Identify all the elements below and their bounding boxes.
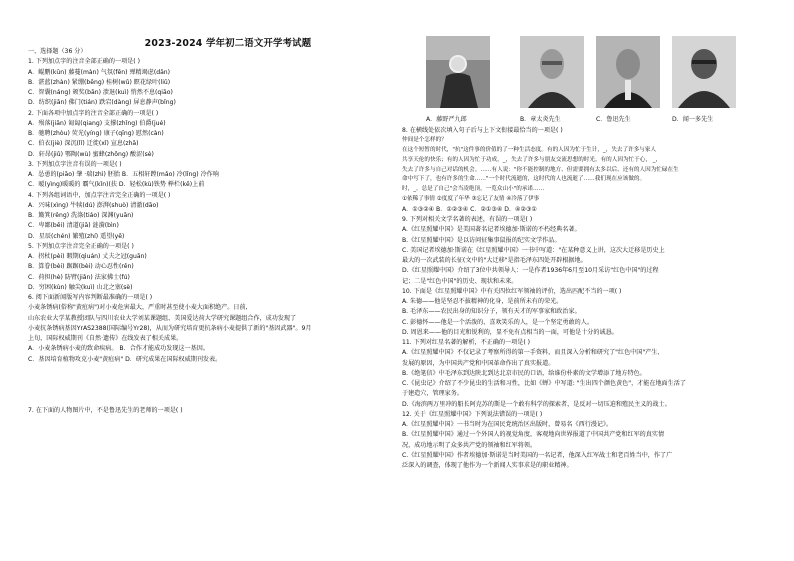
left-text-line: B．算眷(bèi) 踞踞(bèi) 动心忍性(rěn) (28, 263, 134, 271)
left-text-line: 小麦抗条锈病基因YrAS2388(国际编号Yr28)，从而为研究培育更抗条病小麦提供了新的"基因武器"。9月 (28, 324, 312, 332)
right-text-line: 9. 下列对相关文学名著的表述，有误的一项是( ) (402, 216, 533, 224)
left-text-line (28, 396, 400, 406)
left-text-line: 2. 下面各项中加点字的注音全部正确的一项是( ) (28, 109, 159, 117)
right-text-line: 时，_。总是了自己"会当凌绝顶，一览众山小"的承诺…… (402, 186, 545, 193)
right-text-line: D.《红星照耀中国》介绍了3位中共领导人：一是作者1936年6月至10月采访"红色中国"的过程 (402, 267, 659, 275)
right-text-line: 11. 下列对红星名著的解析，不正确的一项是( ) (402, 339, 531, 347)
left-text-line: 5. 下列加点字注音完全正确的一项是( ) (28, 242, 134, 250)
portrait-captions (426, 114, 776, 124)
right-text-line: C. 美国记者埃德加·斯诺在《红星照耀中国》一书中写道："在某种意义上讲，这次大迁移是历史上 (402, 246, 665, 254)
portrait-photo-b (520, 36, 584, 108)
left-text-line: B．簸箕(rěng) 洗涤(tiáo) 深渊(yuān) (28, 212, 134, 219)
left-text-line: 一、选择题（36 分） (28, 48, 87, 55)
left-text-line: C．荷担(hè) 防臂(jiǎn) 法家拂士(fú) (28, 273, 130, 281)
right-text-line: 共享天伦的快乐；有的人因为忙于功成，_，失去了许多与朋友交流思想的时光。有的人因为忙于心， _， (402, 156, 662, 163)
right-text-line: B.《绝笔信》中毛泽东到达陕北到达北京市民的口语，给谁份朴素的文学增添了地方特色。 (402, 369, 646, 377)
right-text-line: A．①③②④ B．①②③④ C．②①③④ D．④②③① (402, 205, 537, 213)
left-text-line: D．星辰(chén) 繁殖(zhí) 遥望(yē) (28, 232, 125, 240)
left-text-line (28, 375, 400, 385)
portrait-photos (426, 36, 776, 123)
right-text-line: C. 彭德怀——他是一个活泼的、喜欢笑乐的人，是一个坚定勇敢的人。 (402, 318, 593, 326)
left-text-line: B．驰聘(zhòu) 荧光(yíng) 康子(qīng) 慰然(càn) (28, 130, 164, 137)
left-text-line: A．拐杖(pèi) 暇期(qìuán) 丈夫之冠(guān) (28, 253, 147, 260)
right-text-line: 泛深入的调查，体现了他作为一个新闻人实事求是的职业精神。 (402, 462, 573, 470)
left-text-line: 上旬，国际权威期刊《自然·遗传》在线发表了相关成果。 (28, 335, 183, 342)
left-question-lines (28, 47, 400, 416)
right-text-line: 记；二是"红色中国"的历史、现状和未来。 (402, 277, 518, 285)
caption-a: A．藤野严九郎 (426, 116, 467, 123)
left-text-line: A．兴味(xìng) 牛犊(dú) 澎湃(shuò) 清澈(dāo) (28, 201, 159, 209)
right-text-line: 8. 在横线处依次填入句子后与上下文衔接最恰当的一项是( ) (402, 127, 563, 134)
portrait-photo-d (672, 36, 736, 108)
left-text-line (28, 385, 400, 395)
left-text-line: B．湛蓝(zhàn) 紧绷(bēng) 桂树(wǔ) 瞑花绿叶(liǔ) (28, 78, 171, 86)
left-text-line: 6. 阅下面新闻版写内容判断最准确的一项是( ) (28, 294, 153, 301)
right-text-line: C.《昆虫记》介绍了不少昆虫的生活和习性，比如《蝉》中写道: "生出四个颜色黄色"，才能在地面生活了 (402, 380, 686, 388)
right-text-line: A. 朱德——他是坚忍不拔精神的化身，是前所未有的荣光。 (402, 298, 563, 306)
right-text-line: C.《红星照耀中国》作者埃德加·斯诺是当时美国的一名记者，他深入红军战士和老百姓当中，作了广 (402, 451, 673, 459)
right-text-line: 在这个短暂的时代，"抗"这件事的价值的了一种生活态度。有的人因为忙于生计，_，失去了许多与家人 (402, 147, 657, 154)
right-question-lines (402, 126, 774, 471)
right-text-line: A.《红星照耀中国》不仅记录了考察所得的第一手资料，而且深入分析和研究了"红色中国"产生、 (402, 349, 664, 357)
right-text-line: A.《红星照耀中国》是美国著名记者埃德加·斯诺的不朽经典名著。 (402, 226, 581, 234)
caption-c: C．鲁迅先生 (596, 116, 631, 123)
right-text-line: 于建造穴，管理家务。 (402, 390, 463, 398)
right-text-line: 仲间是个怎样的？ (402, 137, 447, 144)
left-text-line: C．卑鄙(bēi) 清道(jiā) 涟漪(bìn) (28, 222, 119, 230)
left-text-line: D．穷困(kùn) 触尖(kuì) 山北之塞(sè) (28, 283, 133, 291)
caption-d: D．闻一多先生 (672, 116, 714, 123)
right-text-line: 况，成功地示明了众多共产党的领袖和红军将领。 (402, 441, 537, 449)
left-text-line: 1. 下列加点字的注音全部正确的一项是( ) (28, 58, 140, 66)
right-text-line: 失去了许多与自己对话的机会。……有人说："你不能控制的地方、但需要拥有太多以后、还有的人因为忙碌在生 (402, 166, 679, 173)
left-text-line: C．暧(yìng)暖暖的 霸气(kǐn)(扶 D．轻松(kù)铁势 榉栏(kē)上前 (28, 181, 205, 189)
left-text-line: A．殒落(jiān) 匍匐(qiang) 支撑(zhǐng) 伯爵(jué) (28, 119, 166, 127)
left-text-line: A．鲲鹏(kūn) 藤蔓(màn) 气氛(fēn) 殚精竭虑(dān) (28, 68, 171, 76)
left-text-line (28, 365, 400, 375)
right-text-line: 最大的一次武装的长征(文中的"大迁移"是指毛泽东四处开辟根据地。 (402, 257, 587, 265)
left-text-line: D．纺织(jiān) 佛门(tián) 跌宕(dàng) 屏息静声(bǐng) (28, 99, 176, 107)
right-text-line: 10. 下面是《红星照耀中国》中有关四位红军领袖的评价，选出匹配不当的一项( ) (402, 287, 622, 295)
left-text-line: C．伯衣(jiè) 深沉(lǐ) 迁徙(xǐ) 宣息(zhā) (28, 140, 139, 148)
portrait-photo-a (426, 36, 490, 108)
right-text-line: B.《红星照耀中国》通过一个外国人的视觉角度，客观地向世界报道了中国共产党和红军的真实情 (402, 431, 665, 439)
portrait-photo-c (596, 36, 660, 108)
left-text-line: C．智囊(náng) 颁奖(bān) 溃退(kuì) 悄然不息(qiāo) (28, 89, 173, 96)
left-text-line: 4. 下列各组词语中，加点字注音完全正确的一项是( ) (28, 191, 171, 199)
right-text-line: B.《红星照耀中国》是以访问征集事鼠报的纪实文学作品。 (402, 236, 561, 244)
caption-b: B．章太炎先生 (520, 116, 561, 123)
right-text-line: D.《海滨两万里冲的船长阿克苏的斯是一个敢有科学的探索者，是反对一切压迫和殖民主义的战士。 (402, 400, 671, 408)
page-title: 2023-2024 学年初二语文开学考试题 (144, 38, 312, 49)
right-text-line: A.《红星照耀中国》一书当时为在国民党统治区出版时，曾易名《西行漫记》。 (402, 421, 613, 429)
left-text-line: A．怂恿的(piāo) 肇 ·瑞(zhì) 胚胎 B．五相轩蹚(mǎo) 冷(lǐng) 冷作响 (28, 171, 219, 178)
right-text-line: B. 毛泽东——农民出身的知识分子，领有天才的军事家和政治家。 (402, 308, 581, 316)
left-text-line: C．基因培育植物攻克小麦"黄疸病" D．研究成果在国际权威期刊发表。 (28, 355, 222, 363)
left-text-line: 小麦条锈病(俗称"黄疸病")对小麦危害最大，严重时甚至使小麦大面积绝产。日前, (28, 304, 248, 312)
left-text-line: 7. 在下面的人物图片中，不是鲁迅先生的老师的一项是( ) (28, 406, 183, 414)
right-text-line: 12. 关于《红星照耀中国》下列说法错误的一项是( ) (402, 410, 543, 418)
right-text-line: ①依稀了事情 ②度度了年华 ③忘记了友情 ④冷落了伊事 (402, 196, 540, 203)
left-text-line: 山东农业大学某教授团队与四川农业大学刘某课题组、美国爱达荷大学研究课题组合作，成功发现了 (28, 314, 297, 322)
right-text-line: 命中写下了，也有许多的生命……"一个时代流逝的，这时代的人也流逝了……我们现在应该做的。 (402, 176, 646, 183)
left-text-line: 3. 下列加点字注音有误的一项是( ) (28, 160, 122, 168)
left-text-line: D．轩昂(jiǔ) 鄂陶(wù) 蜜蜂(zhōng) 酸涩(sè) (28, 150, 154, 158)
right-text-line: 发展的原因，为中国共产党和中国革命作出了真实报道。 (402, 359, 555, 367)
left-text-line: A．小麦条锈病小麦的致命疾病。 B．合作才能成功发现这一基因。 (28, 345, 209, 353)
right-text-line: D. 周恩来——他的目光和锐利的，显不免有点相当的一面，可他是十分的诚恳。 (402, 328, 618, 336)
